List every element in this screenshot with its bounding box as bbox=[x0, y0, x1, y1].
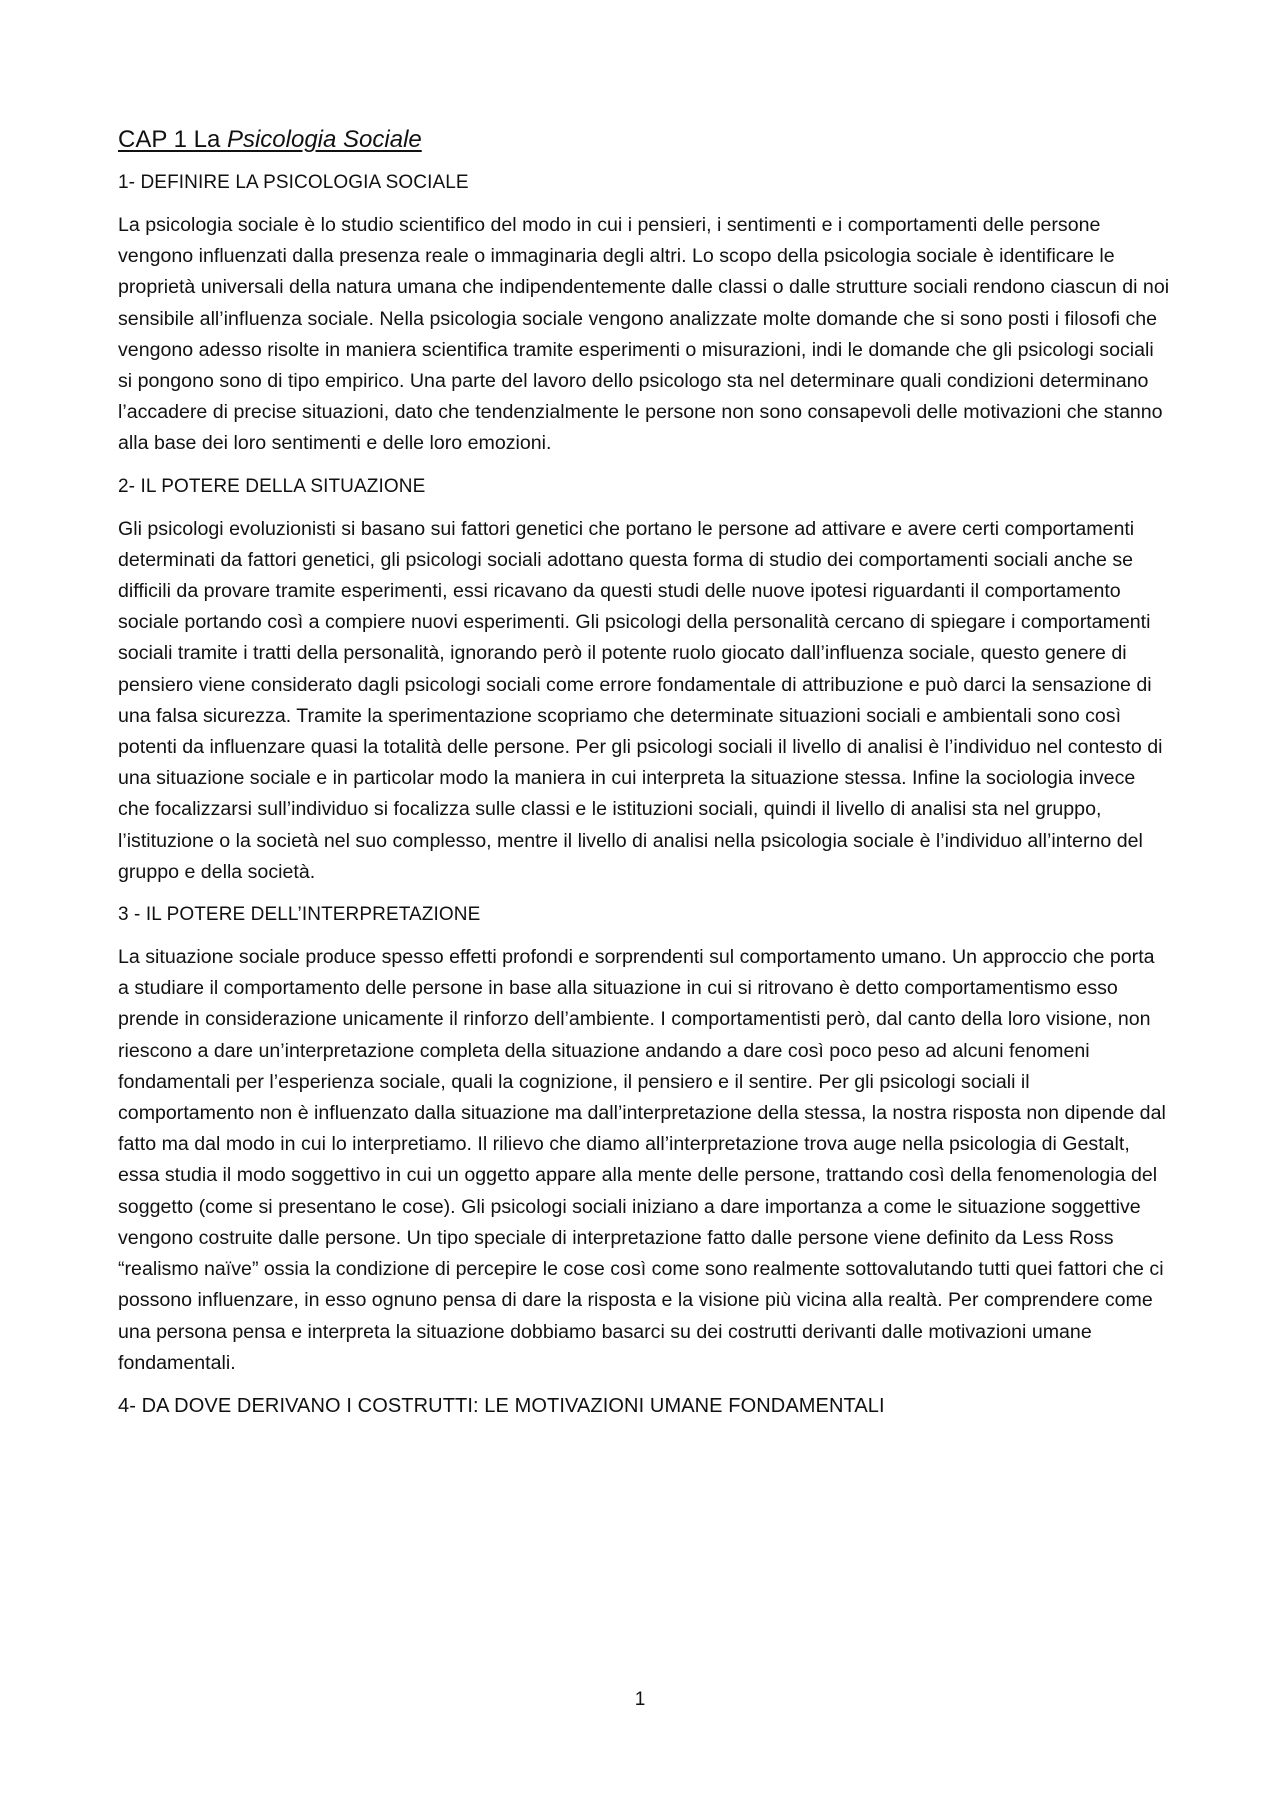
chapter-title-italic: Psicologia Sociale bbox=[226, 126, 422, 153]
section-heading-2: 2- IL POTERE DELLA SITUAZIONE bbox=[118, 475, 426, 497]
section-heading-4: 4- DA DOVE DERIVANO I COSTRUTTI: LE MOTIVAZIONI UMANE FONDAMENTALI bbox=[118, 1394, 885, 1417]
chapter-title-prefix: CAP 1 La bbox=[118, 126, 227, 153]
section-heading-1: 1- DEFINIRE LA PSICOLOGIA SOCIALE bbox=[118, 172, 469, 193]
page-number: 1 bbox=[634, 1689, 646, 1710]
chapter-title bbox=[118, 124, 1170, 156]
section-paragraph-1: La psicologia sociale è lo studio scientifico del modo in cui i pensieri, i sentimenti e i comportamenti delle persone vengono influenzati dalla presenza reale o immaginaria degli altri. Lo scopo della psicologia sociale è identificare le proprietà universali della natura umana che indipendentemente dalle classi o dalle strutture sociali rendono ciascun di noi sensibile all’influenza sociale. Nella psicologia sociale vengono analizzate molte domande che si sono posti i filosofi che vengono adesso risolte in maniera scientifica tramite esperimenti o misurazioni, indi le domande che gli psicologi sociali si pongono sono di tipo empirico. Una parte del lavoro dello psicologo sta nel determinare quali condizioni determinano l’accadere di precise situazioni, dato che tendenzialmente le persone non sono consapevoli delle motivazioni che stanno alla base dei loro sentimenti e delle loro emozioni. bbox=[118, 214, 1170, 455]
section-paragraph-3: La situazione sociale produce spesso effetti profondi e sorprendenti sul comportamento umano. Un approccio che porta a studiare il comportamento delle persone in base alla situazione in cui si ritrovano è detto comportamentismo esso prende in considerazione unicamente il rinforzo dell’ambiente. I comportamentisti però, dal canto della loro visione, non riescono a dare un’interpretazione completa della situazione andando a dare così poco peso ad alcuni fenomeni fondamentali per l’esperienza sociale, quali la cognizione, il pensiero e il sentire. Per gli psicologi sociali il comportamento non è influenzato dalla situazione ma dall’interpretazione della stessa, la nostra risposta non dipende dal fatto ma dal modo in cui lo interpretiamo. Il rilievo che diamo all’interpretazione trova auge nella psicologia di Gestalt, essa studia il modo soggettivo in cui un oggetto appare alla mente delle persone, trattando così della fenomenologia del soggetto (come si presentano le cose). Gli psicologi sociali iniziano a dare importanza a come le situazione soggettive vengono costruite dalle persone. Un tipo speciale di interpretazione fatto dalle persone viene definito da Less Ross “realismo naïve” ossia la condizione di percepire le cose così come sono realmente sottovalutando tutti quei fattori che ci possono influenzare, in esso ognuno pensa di dare la risposta e la visione più vicina alla realtà. Per comprendere come una persona pensa e interpreta la situazione dobbiamo basarci su dei costrutti derivanti dalle motivazioni umane fondamentali. bbox=[118, 946, 1166, 1374]
page-content bbox=[118, 124, 1170, 1433]
section-paragraph-2: Gli psicologi evoluzionisti si basano sui fattori genetici che portano le persone ad attivare e avere certi comportamenti determinati da fattori genetici, gli psicologi sociali adottano questa forma di studio dei comportamenti sociali anche se difficili da provare tramite esperimenti, essi ricavano da questi studi delle nuove ipotesi riguardanti il comportamento sociale portando così a compiere nuovi esperimenti. Gli psicologi della personalità cercano di spiegare i comportamenti sociali tramite i tratti della personalità, ignorando però il potente ruolo giocato dall’influenza sociale, questo genere di pensiero viene considerato dagli psicologi sociali come errore fondamentale di attribuzione e può darci la sensazione di una falsa sicurezza. Tramite la sperimentazione scopriamo che determinate situazioni sociali e ambientali sono così potenti da influenzare quasi la totalità delle persone. Per gli psicologi sociali il livello di analisi è l’individuo nel contesto di una situazione sociale e in particolar modo la maniera in cui interpreta la situazione stessa. Infine la sociologia invece che focalizzarsi sull’individuo si focalizza sulle classi e le istituzioni sociali, quindi il livello di analisi sta nel gruppo, l’istituzione o la società nel suo complesso, mentre il livello di analisi nella psicologia sociale è l’individuo all’interno del gruppo e della società. bbox=[118, 517, 1163, 883]
section-heading-3: 3 - IL POTERE DELL’INTERPRETAZIONE bbox=[118, 904, 481, 926]
